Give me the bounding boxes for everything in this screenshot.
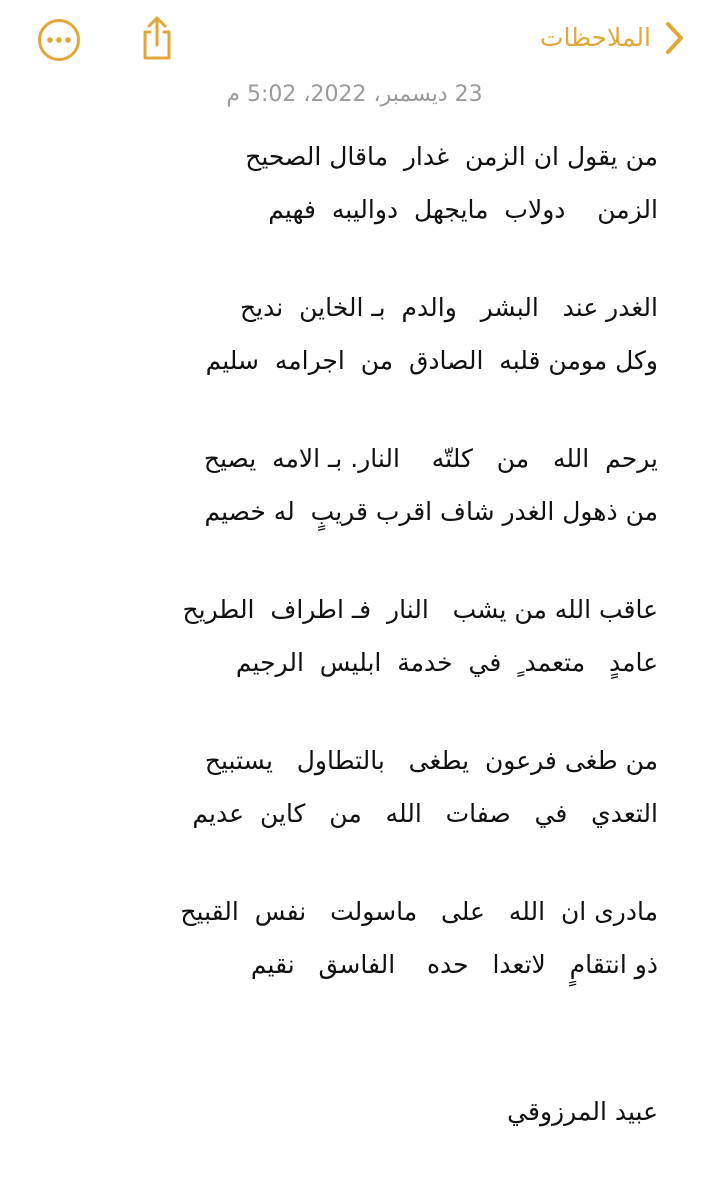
note-timestamp: 23 ديسمبر، 2022، 5:02 م — [226, 82, 483, 107]
poem-line: التعدي في صفات الله من كاين عديم — [192, 799, 658, 828]
poem-line: ذو انتقامٍ لاتعدا حده الفاسق نقيم — [250, 950, 658, 979]
stanza — [98, 583, 658, 689]
share-icon — [137, 15, 177, 61]
more-options-icon — [37, 18, 81, 62]
stanza — [98, 432, 658, 538]
poem-line: من ذهول الغدر شاف اقرب قريبٍ له خصيم — [204, 497, 658, 526]
more-options-button[interactable] — [37, 18, 81, 62]
stanza — [98, 885, 658, 991]
poem-line: الزمن دولاب مايجهل دواليبه فهيم — [268, 195, 658, 224]
poem-line: عامدٍ متعمد ٍ في خدمة ابليس الرجيم — [235, 648, 658, 677]
stanza — [98, 281, 658, 387]
poem-line: من يقول ان الزمن غدار ماقال الصحيح — [245, 142, 658, 171]
note-body[interactable] — [98, 130, 658, 991]
back-label: الملاحظات — [539, 23, 651, 52]
stanza — [98, 734, 658, 840]
poem-line: مادرى ان الله على ماسولت نفس القبيح — [180, 897, 658, 926]
poem-line: وكل مومن قلبه الصادق من اجرامه سليم — [205, 346, 658, 375]
note-signature: عبيد المرزوقي — [507, 1097, 658, 1126]
poem-line: عاقب الله من يشب النار فـ اطراف الطريح — [182, 595, 658, 624]
poem-line: يرحم الله من كلتّه النار. بـ الامه يصيح — [203, 444, 658, 473]
chevron-back-icon — [659, 18, 689, 58]
back-to-notes-button[interactable] — [540, 18, 689, 58]
stanza — [98, 130, 658, 236]
share-button[interactable] — [134, 14, 180, 62]
poem-line: الغدر عند البشر والدم بـ الخاين نديح — [240, 293, 658, 322]
poem-line: من طغى فرعون يطغى بالتطاول يستبيح — [204, 746, 658, 775]
